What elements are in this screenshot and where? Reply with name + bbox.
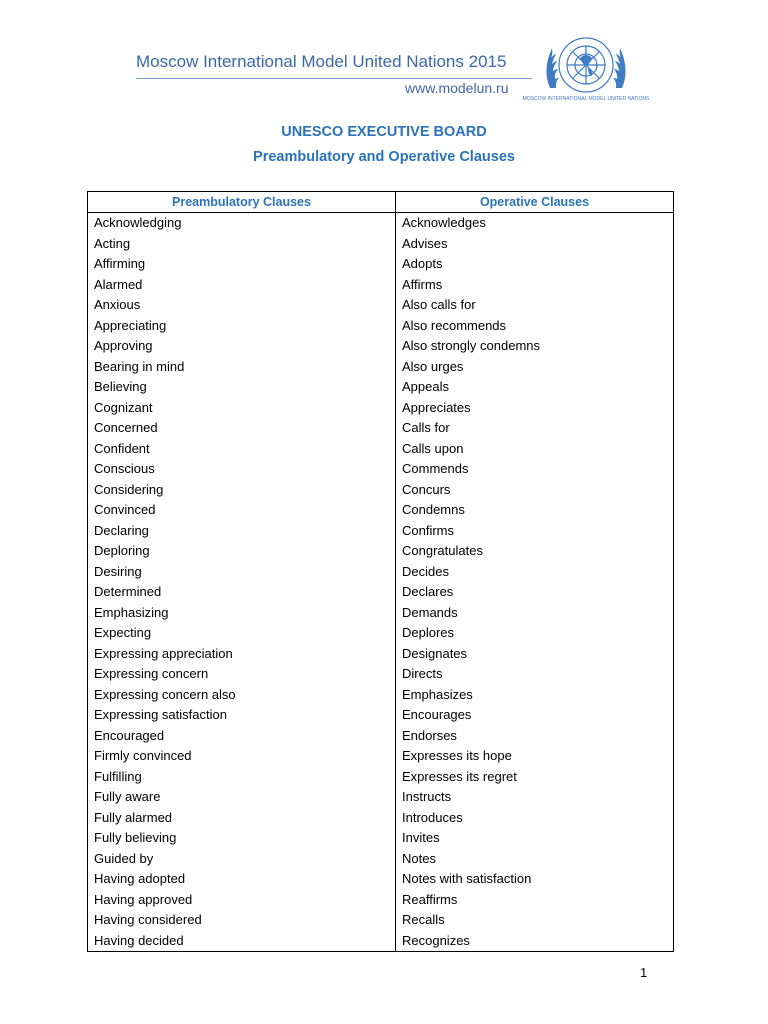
table-row bbox=[88, 480, 674, 501]
table-row bbox=[88, 295, 674, 316]
operative-clause: Expresses its regret bbox=[396, 767, 674, 788]
preambulatory-clause: Appreciating bbox=[88, 316, 396, 337]
table-row bbox=[88, 541, 674, 562]
preambulatory-clause: Cognizant bbox=[88, 398, 396, 419]
preambulatory-clause: Expecting bbox=[88, 623, 396, 644]
operative-clause: Adopts bbox=[396, 254, 674, 275]
clauses-table bbox=[87, 191, 674, 952]
operative-clause: Congratulates bbox=[396, 541, 674, 562]
table-row bbox=[88, 931, 674, 952]
table-row bbox=[88, 685, 674, 706]
preambulatory-clause: Confident bbox=[88, 439, 396, 460]
operative-clause: Acknowledges bbox=[396, 213, 674, 234]
operative-clause: Recognizes bbox=[396, 931, 674, 952]
table-row bbox=[88, 828, 674, 849]
operative-clause: Confirms bbox=[396, 521, 674, 542]
operative-clause: Appreciates bbox=[396, 398, 674, 419]
preambulatory-clause: Encouraged bbox=[88, 726, 396, 747]
table-row bbox=[88, 644, 674, 665]
operative-clause: Designates bbox=[396, 644, 674, 665]
preambulatory-clause: Determined bbox=[88, 582, 396, 603]
table-row bbox=[88, 746, 674, 767]
operative-clause: Also strongly condemns bbox=[396, 336, 674, 357]
table-row bbox=[88, 767, 674, 788]
table-row bbox=[88, 377, 674, 398]
table-row bbox=[88, 705, 674, 726]
preambulatory-clause: Fully believing bbox=[88, 828, 396, 849]
operative-clause: Decides bbox=[396, 562, 674, 583]
table-row bbox=[88, 521, 674, 542]
operative-clause: Condemns bbox=[396, 500, 674, 521]
operative-clause: Declares bbox=[396, 582, 674, 603]
operative-clause: Emphasizes bbox=[396, 685, 674, 706]
table-row bbox=[88, 562, 674, 583]
preambulatory-clause: Firmly convinced bbox=[88, 746, 396, 767]
table-row bbox=[88, 316, 674, 337]
column-header-operative: Operative Clauses bbox=[396, 192, 674, 213]
document-subtitle: Preambulatory and Operative Clauses bbox=[253, 149, 515, 165]
preambulatory-clause: Expressing concern also bbox=[88, 685, 396, 706]
preambulatory-clause: Bearing in mind bbox=[88, 357, 396, 378]
table-row bbox=[88, 582, 674, 603]
table-body bbox=[88, 213, 674, 952]
preambulatory-clause: Expressing concern bbox=[88, 664, 396, 685]
preambulatory-clause: Believing bbox=[88, 377, 396, 398]
preambulatory-clause: Alarmed bbox=[88, 275, 396, 296]
preambulatory-clause: Expressing satisfaction bbox=[88, 705, 396, 726]
table-row bbox=[88, 787, 674, 808]
operative-clause: Also urges bbox=[396, 357, 674, 378]
operative-clause: Appeals bbox=[396, 377, 674, 398]
operative-clause: Also recommends bbox=[396, 316, 674, 337]
table-row bbox=[88, 726, 674, 747]
table-row bbox=[88, 890, 674, 911]
preambulatory-clause: Having decided bbox=[88, 931, 396, 952]
operative-clause: Invites bbox=[396, 828, 674, 849]
preambulatory-clause: Considering bbox=[88, 480, 396, 501]
table-header-row bbox=[88, 192, 674, 213]
operative-clause: Calls for bbox=[396, 418, 674, 439]
table-row bbox=[88, 500, 674, 521]
table-row bbox=[88, 398, 674, 419]
table-row bbox=[88, 603, 674, 624]
page-number: 1 bbox=[640, 965, 648, 980]
preambulatory-clause: Having approved bbox=[88, 890, 396, 911]
preambulatory-clause: Expressing appreciation bbox=[88, 644, 396, 665]
table-row bbox=[88, 869, 674, 890]
preambulatory-clause: Convinced bbox=[88, 500, 396, 521]
operative-clause: Encourages bbox=[396, 705, 674, 726]
operative-clause: Directs bbox=[396, 664, 674, 685]
table-row bbox=[88, 254, 674, 275]
table-row bbox=[88, 808, 674, 829]
preambulatory-clause: Anxious bbox=[88, 295, 396, 316]
operative-clause: Recalls bbox=[396, 910, 674, 931]
table-row bbox=[88, 664, 674, 685]
emblem-lettering: MOSCOW INTERNATIONAL MODEL UNITED NATIONS bbox=[522, 96, 650, 102]
table-row bbox=[88, 439, 674, 460]
header-rule bbox=[136, 78, 532, 79]
preambulatory-clause: Approving bbox=[88, 336, 396, 357]
table-row bbox=[88, 234, 674, 255]
preambulatory-clause: Concerned bbox=[88, 418, 396, 439]
operative-clause: Deplores bbox=[396, 623, 674, 644]
preambulatory-clause: Affirming bbox=[88, 254, 396, 275]
preambulatory-clause: Guided by bbox=[88, 849, 396, 870]
preambulatory-clause: Desiring bbox=[88, 562, 396, 583]
conference-url: www.modelun.ru bbox=[405, 80, 509, 96]
conference-title: Moscow International Model United Nations 2015 bbox=[136, 52, 507, 71]
table-row bbox=[88, 418, 674, 439]
preambulatory-clause: Fulfilling bbox=[88, 767, 396, 788]
operative-clause: Introduces bbox=[396, 808, 674, 829]
operative-clause: Instructs bbox=[396, 787, 674, 808]
preambulatory-clause: Fully aware bbox=[88, 787, 396, 808]
operative-clause: Affirms bbox=[396, 275, 674, 296]
table-row bbox=[88, 275, 674, 296]
operative-clause: Reaffirms bbox=[396, 890, 674, 911]
preambulatory-clause: Fully alarmed bbox=[88, 808, 396, 829]
operative-clause: Calls upon bbox=[396, 439, 674, 460]
operative-clause: Also calls for bbox=[396, 295, 674, 316]
operative-clause: Commends bbox=[396, 459, 674, 480]
table-row bbox=[88, 213, 674, 234]
document-title: UNESCO EXECUTIVE BOARD bbox=[281, 124, 487, 140]
table-row bbox=[88, 357, 674, 378]
preambulatory-clause: Acknowledging bbox=[88, 213, 396, 234]
un-emblem-logo bbox=[522, 28, 650, 104]
operative-clause: Advises bbox=[396, 234, 674, 255]
operative-clause: Concurs bbox=[396, 480, 674, 501]
preambulatory-clause: Deploring bbox=[88, 541, 396, 562]
preambulatory-clause: Having considered bbox=[88, 910, 396, 931]
operative-clause: Notes with satisfaction bbox=[396, 869, 674, 890]
table-row bbox=[88, 459, 674, 480]
preambulatory-clause: Declaring bbox=[88, 521, 396, 542]
operative-clause: Expresses its hope bbox=[396, 746, 674, 767]
table-row bbox=[88, 849, 674, 870]
table-row bbox=[88, 910, 674, 931]
operative-clause: Endorses bbox=[396, 726, 674, 747]
table-row bbox=[88, 336, 674, 357]
table-row bbox=[88, 623, 674, 644]
preambulatory-clause: Conscious bbox=[88, 459, 396, 480]
operative-clause: Notes bbox=[396, 849, 674, 870]
column-header-preambulatory: Preambulatory Clauses bbox=[88, 192, 396, 213]
preambulatory-clause: Having adopted bbox=[88, 869, 396, 890]
operative-clause: Demands bbox=[396, 603, 674, 624]
preambulatory-clause: Acting bbox=[88, 234, 396, 255]
preambulatory-clause: Emphasizing bbox=[88, 603, 396, 624]
